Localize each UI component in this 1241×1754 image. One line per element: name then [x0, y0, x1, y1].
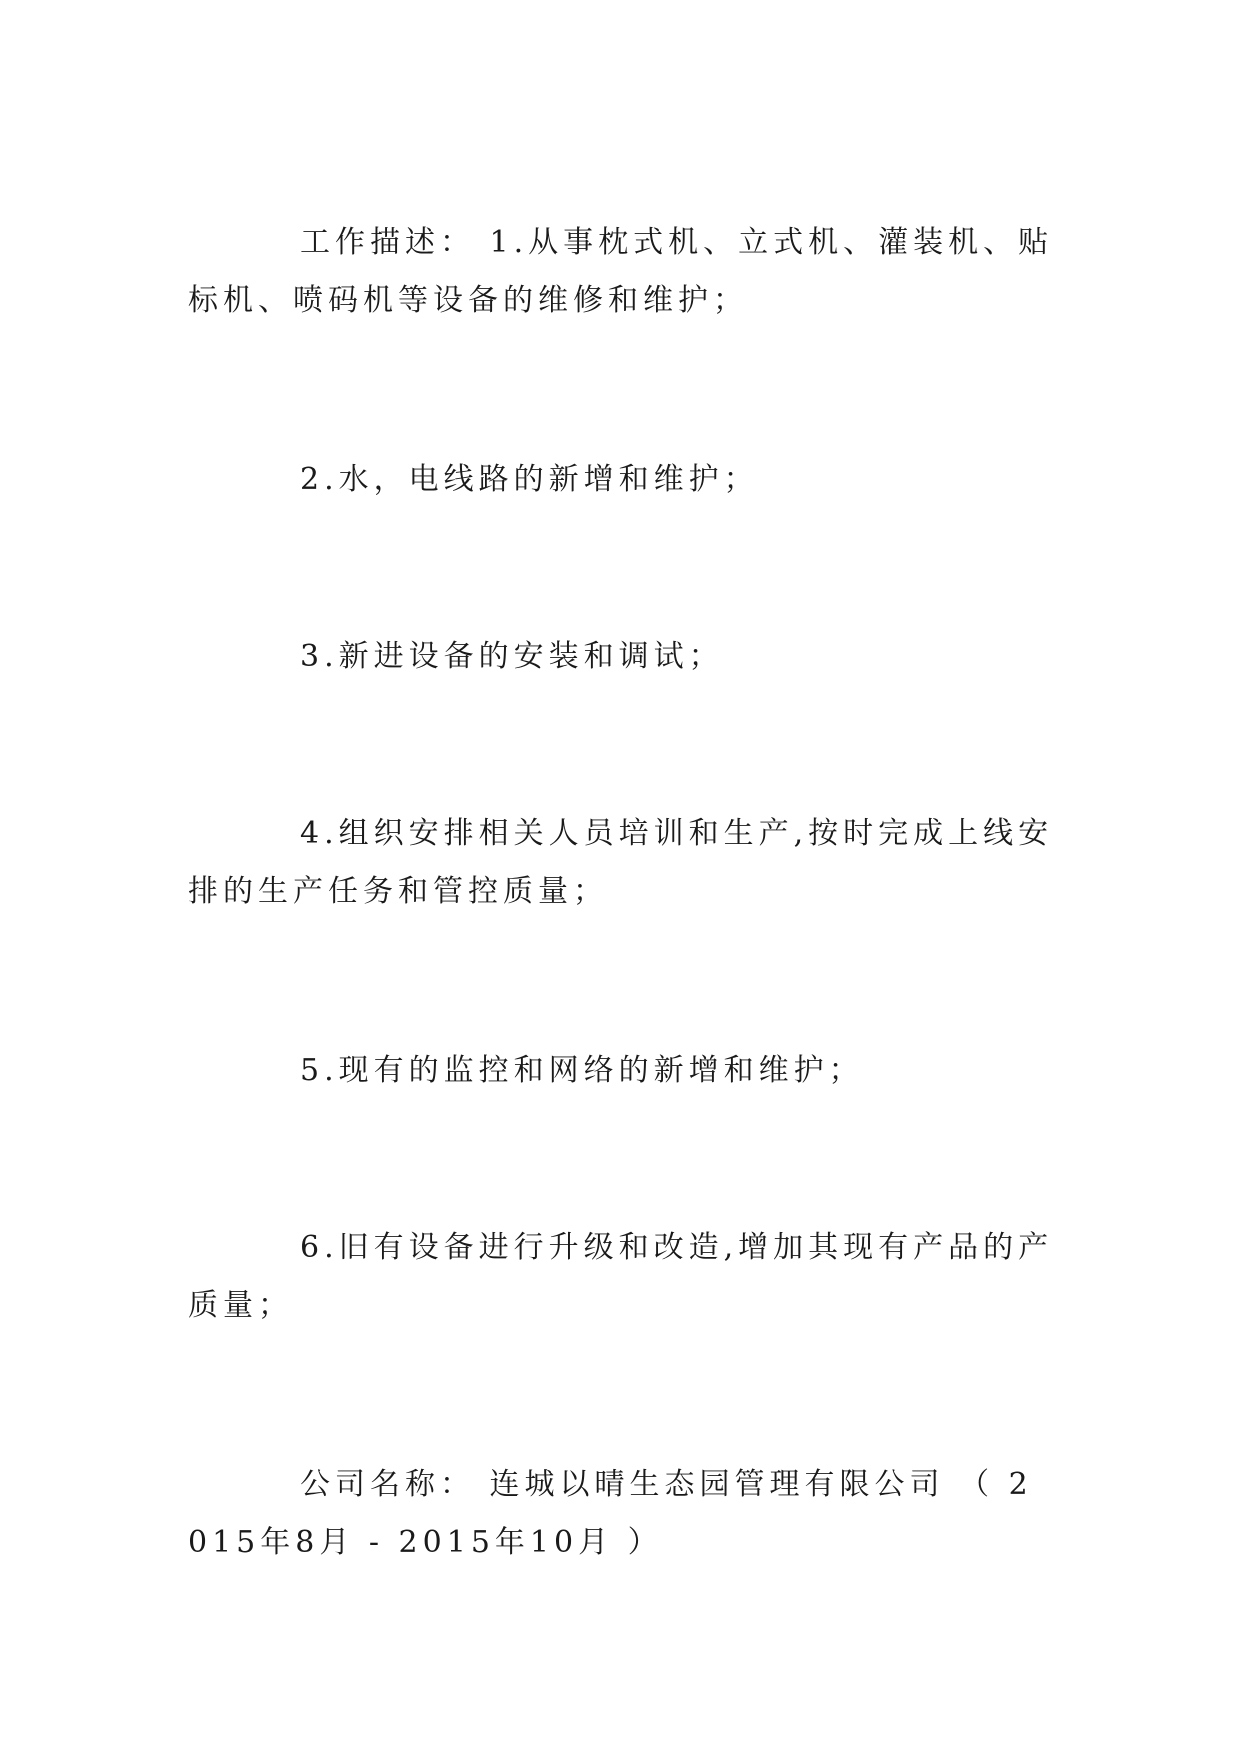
work-description-item-4: 4.组织安排相关人员培训和生产,按时完成上线安排的生产任务和管控质量； [188, 816, 1054, 909]
work-description-item-1: 工作描述： 1.从事枕式机、立式机、灌装机、贴标机、喷码机等设备的维修和维护； [188, 225, 1054, 318]
work-description-item-5: 5.现有的监控和网络的新增和维护； [300, 1053, 864, 1088]
work-description-item-3: 3.新进设备的安装和调试； [300, 639, 724, 674]
company-name-line: 公司名称： 连城以晴生态园管理有限公司 （ 2015年8月 - 2015年10月 ） [188, 1467, 1033, 1560]
work-description-item-2: 2.水，电线路的新增和维护； [300, 462, 759, 497]
work-description-item-6: 6.旧有设备进行升级和改造,增加其现有产品的产质量； [188, 1230, 1054, 1323]
